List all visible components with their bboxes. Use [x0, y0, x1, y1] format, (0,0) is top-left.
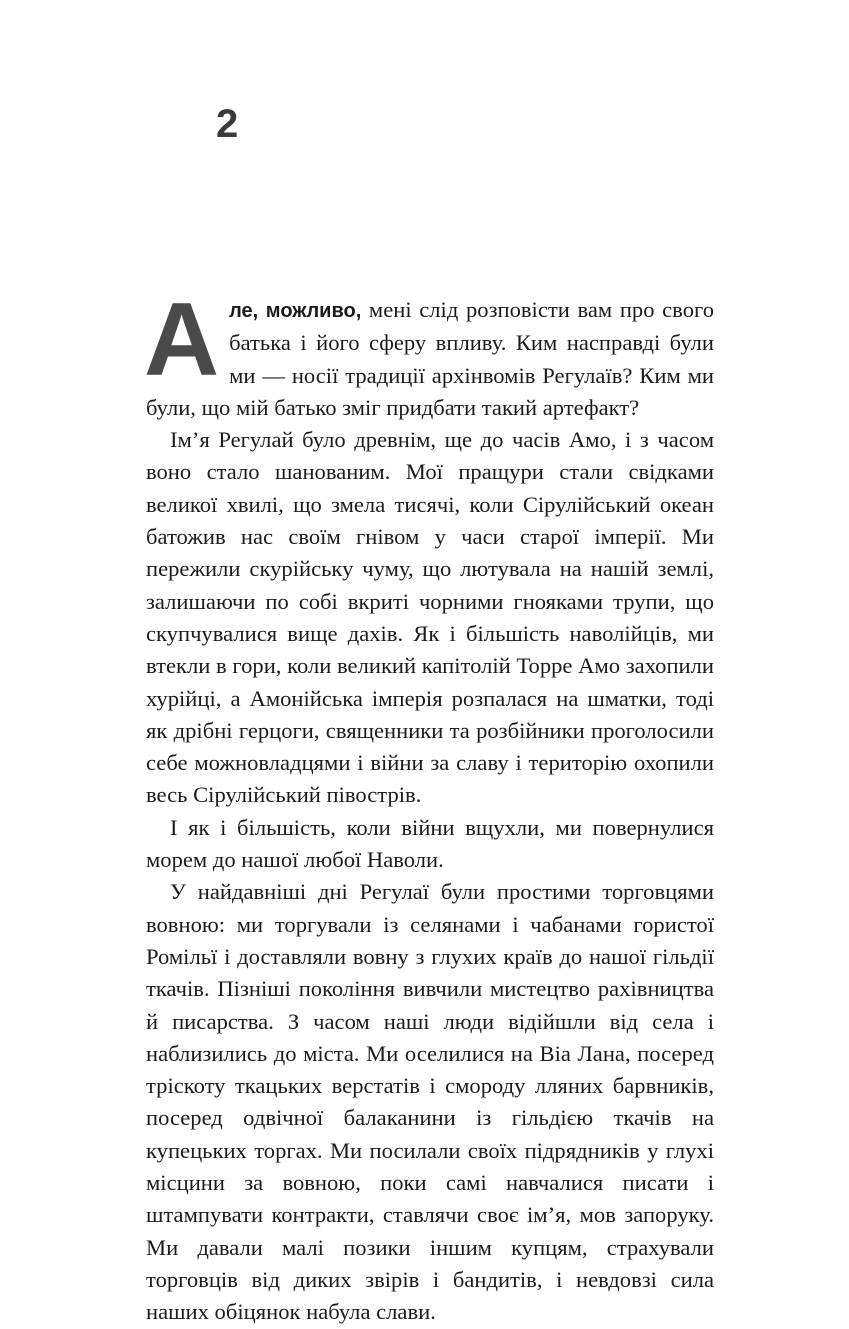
paragraph-1 — [144, 282, 714, 424]
paragraph-1-text: мені слід розповісти вам про свого батька і його сферу впливу. Ким насправді були ми — носії традиції архінвомів Регулаїв? Ким ми були, що мій батько зміг придбати такий артефакт? — [146, 297, 714, 420]
paragraph-4: У найдавніші дні Регулаї були простими торговцями вовною: ми торгували із селянами і чабанами гористої Ромільї і доставляли вовну з глухих країв до нашої гільдії ткачів. Пізніші покоління вивчили мистецтво рахівництва й писарства. З часом наші люди відійшли від села і наблизились до міста. Ми оселилися на Віа Лана, посеред тріскоту ткацьких верстатів і смороду лляних барвників, посеред одвічної балаканини із гільдією ткачів на купецьких торгах. Ми посилали своїх підрядників у глухі місцини за вовною, поки самі навчалися писати і штампувати контракти, ставлячи своє ім’я, мов запоруку. Ми давали малі позики іншим купцям, страхували торговців від диких звірів і бандитів, і невдовзі сила наших обіцянок набула слави. — [146, 879, 714, 1325]
body-text — [144, 282, 714, 1329]
paragraph-3: І як і більшість, коли війни вщухли, ми повернулися морем до нашої любої Наволи. — [146, 814, 714, 873]
lead-in: ле, можливо, — [229, 300, 362, 322]
drop-cap: А — [144, 282, 220, 398]
chapter-number: 2 — [216, 102, 239, 146]
paragraph-2: Ім’я Регулай було древнім, ще до часів Амо, і з часом воно стало шанованим. Мої пращури стали свідками великої хвилі, що змела тисячі, коли Сірулійський океан батожив нас своїм гнівом у часи старої імперії. Ми пережили скурійську чуму, що лютувала на нашій землі, залишаючи по собі вкриті чорними гнояками трупи, що скупчувалися вище дахів. Як і більшість наволійців, ми втекли в гори, коли великий капітолій Торре Амо захопили хурійці, а Амонійська імперія розпалася на шматки, тоді як дрібні герцоги, священники та розбійники проголосили себе можновладцями і війни за славу і територію охопили весь Сірулійський півострів. — [146, 427, 714, 808]
